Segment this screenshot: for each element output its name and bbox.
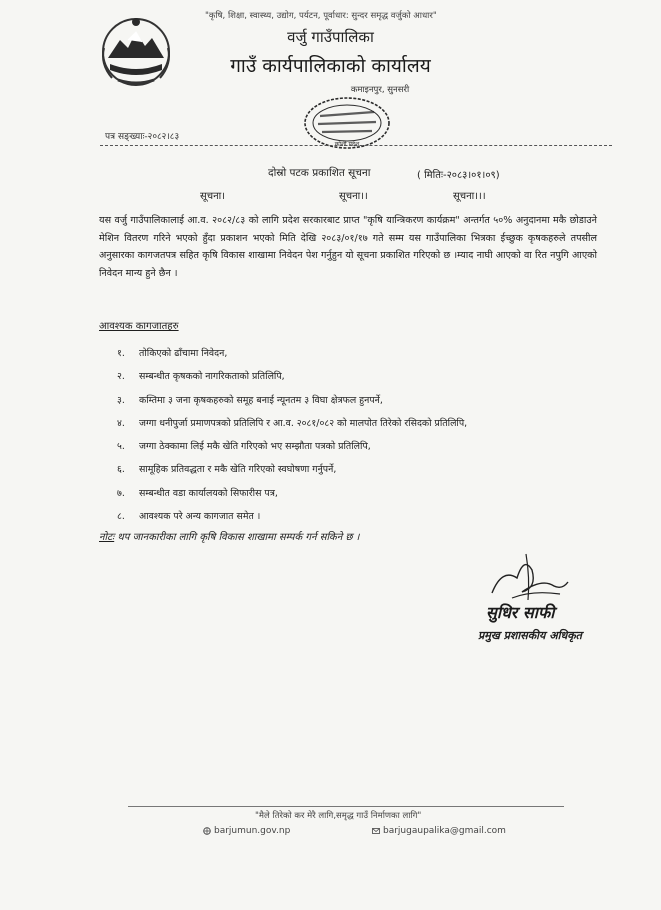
- requirement-item: ७. सम्बन्धीत वडा कार्यालयको सिफारीस पत्र,: [117, 487, 278, 499]
- notice-body: यस वर्जु गाउँपालिकालाई आ.व. २०८२/८३ को लागि प्रदेश सरकारबाट प्राप्त "कृषि यान्त्रिकरण कार्यक्रम" अन्तर्गत ५०% अनुदानमा मकै छोडाउने मेशिन वितरण गरिने भएको हुँदा प्रकाशन भएको मिति देखि २०८३/०१/१७ गते सम्म यस गाउँपालिका भित्रका ईच्छुक कृषकहरुले तपसील अनुसारका कागजतपत्र सहित कृषि विकास शाखामा निवेदन पेश गर्नुहुन यो सूचना प्रकाशित गरिएको छ ।म्याद नाघी आएको वा रित नपुगि आएको निवेदन मान्य हुने छैन ।: [99, 215, 597, 279]
- requirement-item: ८. आवश्यक परे अन्य कागजात समेत ।: [117, 511, 261, 523]
- signer-name: सुधिर साफी: [486, 603, 555, 622]
- header-divider: [100, 145, 612, 146]
- municipality-name: वर्जु गाउँपालिका: [287, 28, 374, 46]
- requirement-item: १. तोकिएको ढाँचामा निवेदन,: [117, 348, 228, 359]
- signer-title: प्रमुख प्रशासकीय अधिकृत: [478, 629, 582, 642]
- footer-divider: [128, 806, 564, 807]
- notice-date: ( मितिः-२०८३।०१।०९): [417, 170, 500, 181]
- note-label: नोटः: [99, 532, 115, 543]
- notice-title: दोस्रो पटक प्रकाशित सूचना: [268, 167, 371, 179]
- office-name: गाउँ कार्यपालिकाको कार्यालय: [230, 55, 431, 77]
- reference-number: पत्र सङ्ख्याः-२०८२।८३: [105, 132, 180, 142]
- requirement-item: ३. कम्तिमा ३ जना कृषकहरुको समूह बनाई न्यूनतम ३ विघा क्षेत्रफल हुनपर्ने,: [117, 394, 383, 406]
- nepal-emblem-icon: [98, 14, 174, 88]
- requirements-list: [117, 345, 467, 531]
- requirement-item: ५. जग्गा ठेक्कामा लिई मकै खेति गरिएको भए सम्झौता पत्रको प्रतिलिपि,: [117, 441, 371, 453]
- requirement-item: ६. सामूहिक प्रतिवद्धता र मकै खेति गरिएको स्वघोषणा गर्नुपर्ने,: [117, 464, 337, 476]
- notice-word-2: सूचना।।: [339, 191, 368, 202]
- signature-scribble: [482, 548, 572, 608]
- office-address: कमाइनपुर, सुनसरी: [350, 85, 410, 95]
- notice-word-3: सूचना।।।: [453, 191, 486, 202]
- footer-website[interactable]: barjumun.gov.np: [203, 826, 290, 836]
- requirement-item: २. सम्बन्धीत कृषकको नागरिकताको प्रतिलिपि,: [117, 371, 285, 383]
- requirement-item: ४. जग्गा धनीपुर्जा प्रमाणपत्रको प्रतिलिपि र आ.व. २०८१/०८२ को मालपोत तिरेको रसिदको प्रतिलिपि,: [117, 417, 468, 429]
- office-stamp: [300, 94, 395, 152]
- note-text: थप जानकारीका लागि कृषि विकास शाखामा सम्पर्क गर्न सकिने छ ।: [114, 532, 360, 543]
- requirements-heading: आवश्यक कागजातहरु: [99, 321, 179, 332]
- footer-motto: "मैले तिरेको कर मेरै लागि,समृद्ध गाउँ निर्माणका लागि": [255, 811, 422, 821]
- notice-word-1: सूचना।: [200, 191, 226, 202]
- stamp-text: कोशी प्रदेश: [334, 141, 360, 148]
- footer-email[interactable]: barjugaupalika@gmail.com: [372, 826, 506, 836]
- globe-icon: [203, 827, 211, 835]
- envelope-icon: [372, 827, 380, 835]
- note: [99, 529, 359, 543]
- header-motto: "कृषि, शिक्षा, स्वास्थ्य, उद्योग, पर्यटन, पूर्वाधार: सुन्दर समृद्ध वर्जुको आधार": [205, 11, 437, 21]
